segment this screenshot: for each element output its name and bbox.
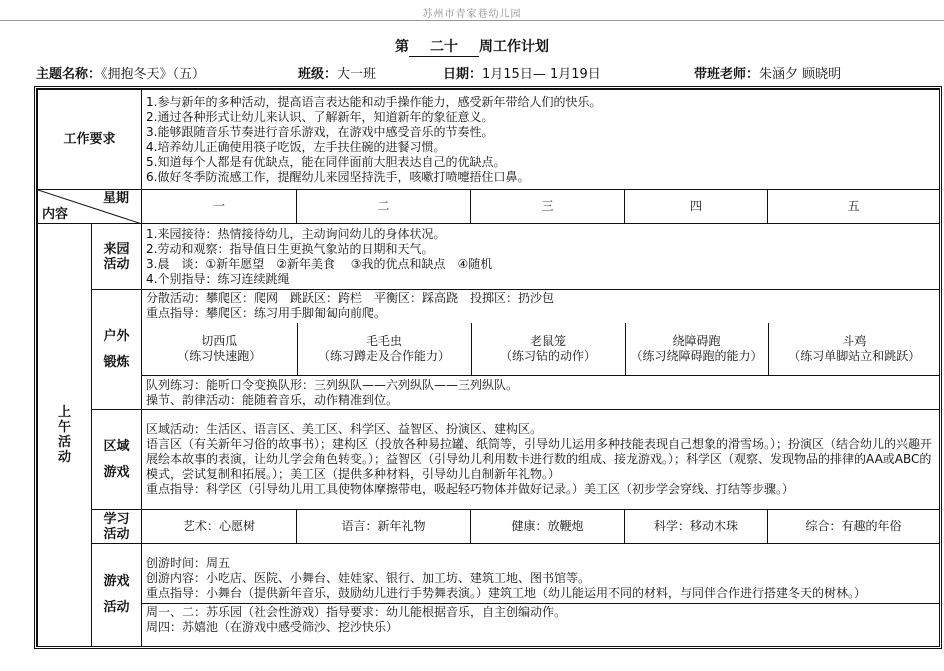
title-suffix: 周工作计划 <box>479 39 549 55</box>
day-tuesday: 二 <box>297 190 471 224</box>
arrival-content: 1.来园接待：热情接待幼儿，主动询问幼儿的身体状况。 2.劳动和观察：指导值日生更换气象站的日期和天气。 3.晨 谈：①新年愿望 ②新年美食 ③我的优点和缺点 ④随机 4.个别指导：练习连续跳绳 <box>142 224 940 290</box>
teacher-label: 带班老师： <box>694 67 760 82</box>
game-cell: 斗鸡 （练习单脚站立和跳跃） <box>768 323 940 375</box>
requirement-item: 3.能够跟随音乐节奏进行音乐游戏，在游戏中感受音乐的节奏性。 <box>146 124 494 139</box>
day-thursday: 四 <box>625 190 768 224</box>
date-value: 1月15日— 1月19日 <box>482 67 601 82</box>
day-wednesday: 三 <box>471 190 625 224</box>
header-rule <box>0 20 944 21</box>
day-monday: 一 <box>142 190 297 224</box>
requirement-item: 6.做好冬季防流感工作，提醒幼儿来园坚持洗手，咳嗽打喷嚏捂住口鼻。 <box>146 169 530 184</box>
requirement-item: 1.参与新年的多种活动，提高语言表达能和动手操作能力，感受新年带给人们的快乐。 <box>146 94 602 109</box>
page-title <box>0 36 944 57</box>
requirements-row <box>38 90 940 190</box>
requirements-list <box>142 90 940 190</box>
outdoor-row <box>38 290 940 410</box>
requirements-label: 工作要求 <box>38 90 142 190</box>
outdoor-content: 分散活动：攀爬区：爬网 跳跃区：跨栏 平衡区：踩高跷 投掷区：扔沙包 重点指导：攀爬区：练习用手脚匍匐向前爬。 切西瓜 （练习快速跑） 毛毛虫 （练习蹲走及合作能力） 老鼠笼 （练习钻的动作） 绕障碍跑 （练习绕障碍跑的能力） 斗鸡 （练习单脚站立和跳跃） 队列练习：能听口令变换队形：三列纵队——六列纵队——三列纵队。 操节、韵律活动：能随着音乐，动作精准到位。 <box>142 290 940 410</box>
requirement-item: 2.通过各种形式让幼儿来认识、了解新年，知道新年的象征意义。 <box>146 109 494 124</box>
days-row <box>38 190 940 224</box>
page-header <box>0 0 944 22</box>
teacher-value: 朱涵夕 顾晓明 <box>759 67 842 82</box>
morning-activities-label: 上 午 活 动 <box>38 224 92 647</box>
class-info <box>298 63 376 82</box>
week-label: 星期 <box>103 191 130 206</box>
study-item: 健康：放鞭炮 <box>471 510 625 544</box>
area-row <box>38 410 940 510</box>
play-content: 创游时间：周五 创游内容：小吃店、医院、小舞台、娃娃家、银行、加工坊、建筑工地、图书馆等。 重点指导：小舞台（提供新年音乐，鼓励幼儿进行手势舞表演。）建筑工地（幼儿能运用不同的材料，与同伴合作进行搭建冬天的树林。） 周一、二：苏乐园（社会性游戏）指导要求：幼儿能根据音乐，自主创编动作。 周四：苏嬉池（在游戏中感受筛沙、挖沙快乐） <box>142 544 940 647</box>
week-number: 二十 <box>409 36 479 57</box>
game-cell: 切西瓜 （练习快速跑） <box>142 323 297 375</box>
study-item: 科学：移动木珠 <box>625 510 768 544</box>
outdoor-label: 户外 锻炼 <box>92 290 142 410</box>
arrival-label: 来园 活动 <box>92 224 142 290</box>
title-prefix: 第 <box>395 39 409 55</box>
class-label: 班级： <box>298 67 338 82</box>
study-item: 综合：有趣的年俗 <box>768 510 940 544</box>
play-label: 游戏 活动 <box>92 544 142 647</box>
date-info <box>443 63 601 82</box>
plan-table <box>37 89 940 647</box>
theme-info <box>36 63 205 82</box>
area-games-content: 区域活动：生活区、语言区、美工区、科学区、益智区、扮演区、建构区。 语言区（有关新年习俗的故事书）；建构区（投放各种易拉罐、纸筒等，引导幼儿运用多种技能表现自己想象的滑雪场。）；扮演区（结合幼儿的兴趣开展绘本故事的表演，让幼儿学会角色转变。）；益智区（引导幼儿利用数卡进行数的组成、接龙游戏。）；科学区（观察、发现物品的排律的AA或ABC的模式，尝试复制和拓展。）；美工区（提供多种材料，引导幼儿自制新年礼物。） 重点指导：科学区（引导幼儿用工具使物体摩擦带电，吸起轻巧物体并做好记录。）美工区（初步学会穿线、打结等步骤。） <box>142 410 940 510</box>
theme-label: 主题名称： <box>36 67 102 82</box>
week-content-header <box>38 190 142 224</box>
game-cell: 老鼠笼 （练习钻的动作） <box>471 323 625 375</box>
school-name: 苏州市青家巷幼儿园 <box>422 9 522 20</box>
study-row <box>38 510 940 544</box>
study-label: 学习 活动 <box>92 510 142 544</box>
study-item: 语言：新年礼物 <box>297 510 471 544</box>
theme-value: 《拥抱冬天》（五） <box>101 67 206 82</box>
date-label: 日期： <box>443 67 483 82</box>
plan-sheet <box>34 86 942 649</box>
game-cell: 毛毛虫 （练习蹲走及合作能力） <box>297 323 471 375</box>
play-row <box>38 544 940 647</box>
content-label: 内容 <box>42 207 69 222</box>
outdoor-games-table <box>142 323 940 376</box>
requirement-item: 4.培养幼儿正确使用筷子吃饭，左手扶住碗的进餐习惯。 <box>146 139 446 154</box>
arrival-row <box>38 224 940 290</box>
study-item: 艺术：心愿树 <box>142 510 297 544</box>
game-cell: 绕障碍跑 （练习绕障碍跑的能力） <box>625 323 768 375</box>
class-value: 大一班 <box>337 67 377 82</box>
day-friday: 五 <box>768 190 940 224</box>
requirement-item: 5.知道每个人都是有优缺点，能在同伴面前大胆表达自己的优缺点。 <box>146 154 506 169</box>
teacher-info <box>694 63 841 82</box>
area-games-label: 区域 游戏 <box>92 410 142 510</box>
